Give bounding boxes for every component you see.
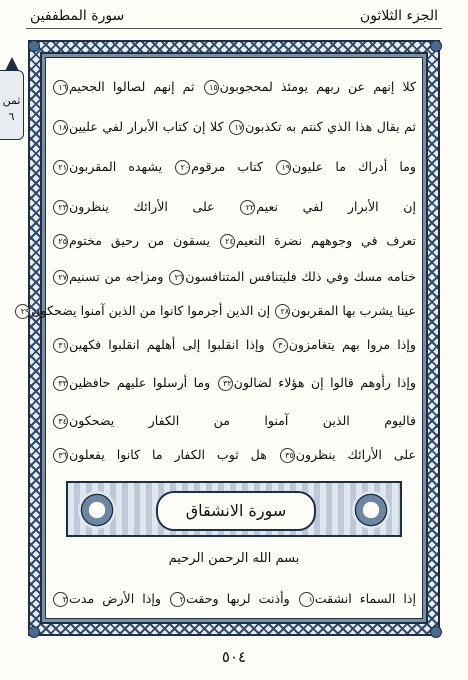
verse-text: إن الأبرار لفي نعيم xyxy=(256,199,416,214)
verse-text: يسقون من رحيق مختوم xyxy=(69,233,210,248)
verse-text: كلا إنهم عن ربهم يومئذ لمحجوبون xyxy=(219,79,416,94)
verse-number: ٢٢ xyxy=(240,200,255,215)
verse-number: ١٦ xyxy=(53,80,68,95)
page-number: ٥٠٤ xyxy=(221,648,247,666)
verse-number: ٢ xyxy=(170,592,185,607)
text-line xyxy=(52,408,416,434)
text-line xyxy=(52,154,416,180)
verse-text: إذا السماء انشقت xyxy=(314,591,416,606)
verse-text: وما أرسلوا عليهم حافظين xyxy=(69,375,211,390)
surah-name-header: سورة المطففين xyxy=(30,8,125,24)
verse-number: ٢١ xyxy=(53,160,68,175)
verse-text: وأذنت لربها وحقت xyxy=(186,591,290,606)
verse-number: ٣٤ xyxy=(53,414,68,429)
verse-number: ٣١ xyxy=(53,338,68,353)
verse-number: ١٧ xyxy=(229,120,244,135)
verse-number: ١ xyxy=(299,592,314,607)
verse-text: وإذا رأوهم قالوا إن هؤلاء لضالون xyxy=(233,375,416,390)
verse-number: ٣ xyxy=(53,592,68,607)
verse-text: على الأرائك ينظرون xyxy=(69,199,215,214)
verse-text: هل ثوب الكفار ما كانوا يفعلون xyxy=(69,447,267,462)
verse-number: ٢٩ xyxy=(15,304,30,319)
verse-text: وما أدراك ما عليون xyxy=(292,159,416,174)
surah-title: سورة الانشقاق xyxy=(156,491,316,531)
verse-number: ٢٣ xyxy=(53,200,68,215)
verse-text: تعرف في وجوههم نضرة النعيم xyxy=(235,233,416,248)
text-line xyxy=(52,74,416,100)
rosette-ornament-icon xyxy=(78,491,116,529)
verse-text: على الأرائك ينظرون xyxy=(295,447,416,462)
text-line xyxy=(52,442,416,468)
verse-number: ٣٢ xyxy=(218,376,233,391)
basmala: بسم الله الرحمن الرحيم xyxy=(168,551,300,566)
verse-text: فاليوم الذين آمنوا من الكفار يضحكون xyxy=(69,413,416,428)
verse-text: وإذا انقلبوا إلى أهلهم انقلبوا فكهين xyxy=(69,337,265,352)
corner-ornament-icon xyxy=(24,36,42,54)
text-line xyxy=(52,114,416,140)
corner-ornament-icon xyxy=(24,622,42,640)
text-line xyxy=(52,332,416,358)
verse-text: وإذا الأرض مدت xyxy=(69,591,161,606)
text-line xyxy=(52,264,416,290)
verse-text: ثم إنهم لصالوا الجحيم xyxy=(69,79,195,94)
text-line xyxy=(52,370,416,396)
verse-text: ومزاجه من تسنيم xyxy=(69,269,164,284)
verse-text: عينا يشرب بها المقربون xyxy=(291,303,416,318)
verse-number: ٢٨ xyxy=(275,304,290,319)
verse-text: كتاب مرقوم xyxy=(191,159,263,174)
verse-number: ٣٥ xyxy=(280,448,295,463)
text-line xyxy=(52,228,416,254)
hizb-marker-number: ٦ xyxy=(8,110,15,123)
verse-number: ٢٥ xyxy=(53,234,68,249)
text-line xyxy=(20,298,416,324)
text-line xyxy=(52,586,416,612)
verse-text: يشهده المقربون xyxy=(69,159,163,174)
corner-ornament-icon xyxy=(426,36,444,54)
verse-text: إن الذين أجرموا كانوا من الذين آمنوا يضحكون xyxy=(31,303,271,318)
verse-number: ١٥ xyxy=(204,80,219,95)
verse-number: ٢٤ xyxy=(220,234,235,249)
surah-title-banner xyxy=(66,481,402,537)
verse-number: ١٨ xyxy=(53,120,68,135)
page-header xyxy=(0,6,468,30)
verse-number: ٣٦ xyxy=(53,448,68,463)
verse-number: ٢٦ xyxy=(169,270,184,285)
verse-text: كلا إن كتاب الأبرار لفي عليين xyxy=(69,119,224,134)
text-line xyxy=(52,194,416,220)
verse-text: ختامه مسك وفي ذلك فليتنافس المتنافسون xyxy=(185,269,416,284)
verse-number: ٣٠ xyxy=(273,338,288,353)
corner-ornament-icon xyxy=(426,622,444,640)
rosette-ornament-icon xyxy=(352,491,390,529)
hizb-marker-label: ثمن xyxy=(2,94,21,107)
header-divider xyxy=(26,28,442,29)
verse-number: ٢٠ xyxy=(175,160,190,175)
verse-number: ٢٧ xyxy=(53,270,68,285)
verse-text: ثم يقال هذا الذي كنتم به تكذبون xyxy=(245,119,416,134)
verse-number: ١٩ xyxy=(276,160,291,175)
hizb-marker xyxy=(0,70,24,140)
verse-text: وإذا مروا بهم يتغامزون xyxy=(288,337,416,352)
juz-name-header: الجزء الثلاثون xyxy=(359,8,438,24)
verse-number: ٣٣ xyxy=(53,376,68,391)
